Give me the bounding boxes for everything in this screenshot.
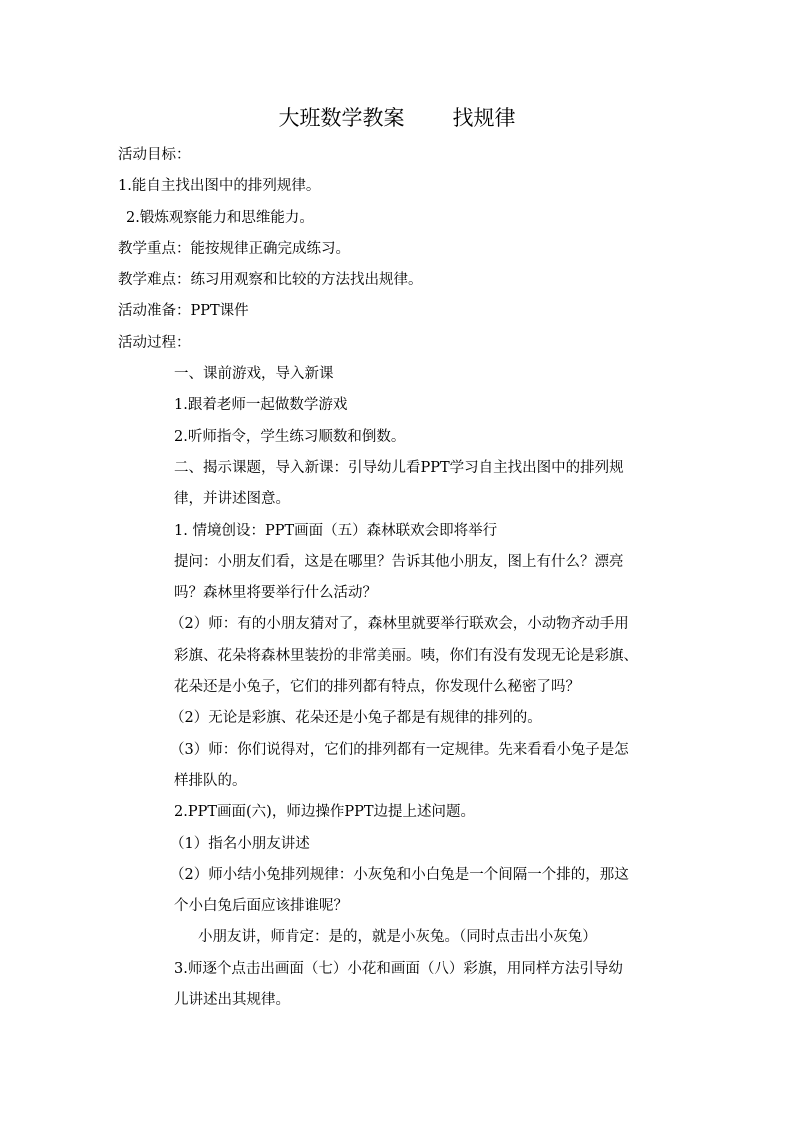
title-sub: 找规律 xyxy=(452,106,516,130)
paragraph-line: 1. 情境创设：PPT画面（五）森林联欢会即将举行 xyxy=(174,522,498,539)
paragraph-line: 儿讲述出其规律。 xyxy=(174,992,290,1009)
title-main: 大班数学教案 xyxy=(278,106,405,130)
paragraph-line: 2.PPT画面(六)，师边操作PPT边提上述问题。 xyxy=(174,804,476,821)
process-step: 1.跟着老师一起做数学游戏 xyxy=(174,397,348,414)
paragraph-line: 3.师逐个点击出画面（七）小花和画面（八）彩旗，用同样方法引导幼 xyxy=(174,960,623,977)
document-body xyxy=(118,140,684,1016)
key-point: 教学重点：能按规律正确完成练习。 xyxy=(118,240,350,257)
document-title xyxy=(0,102,794,134)
process-heading-1: 一、课前游戏，导入新课 xyxy=(174,366,334,383)
paragraph-line: 样排队的。 xyxy=(174,772,247,789)
paragraph-line: 吗？森林里将要举行什么活动？ xyxy=(174,585,377,602)
goal-item-1: 1.能自主找出图中的排列规律。 xyxy=(118,178,321,195)
goal-item-2: 2.锻炼观察能力和思维能力。 xyxy=(126,209,314,226)
section-label-process: 活动过程： xyxy=(118,334,191,351)
paragraph-line: 花朵还是小兔子，它们的排列都有特点，你发现什么秘密了吗？ xyxy=(174,679,580,696)
paragraph-line: 彩旗、花朵将森林里装扮的非常美丽。咦，你们有没有发现无论是彩旗、 xyxy=(174,647,638,664)
section-label-goals: 活动目标： xyxy=(118,147,191,163)
paragraph-line: 律，并讲述图意。 xyxy=(174,491,290,508)
process-step: 2.听师指令，学生练习顺数和倒数。 xyxy=(174,428,406,445)
paragraph-line: 提问：小朋友们看，这是在哪里？告诉其他小朋友，图上有什么？漂亮 xyxy=(174,553,624,570)
process-heading-2: 二、揭示课题，导入新课：引导幼儿看PPT学习自主找出图中的排列规 xyxy=(174,459,624,476)
paragraph-line: 小朋友讲，师肯定：是的，就是小灰兔。（同时点击出小灰兔） xyxy=(198,929,597,946)
paragraph-line: （3）师：你们说得对，它们的排列都有一定规律。先来看看小兔子是怎 xyxy=(170,741,629,758)
paragraph-line: （1）指名小朋友讲述 xyxy=(170,835,310,852)
preparation: 活动准备：PPT课件 xyxy=(118,303,249,320)
paragraph-line: （2）师小结小兔排列规律：小灰兔和小白兔是一个间隔一个排的，那这 xyxy=(170,866,629,883)
paragraph-line: 个小白兔后面应该排谁呢？ xyxy=(174,898,348,915)
paragraph-line: （2）师：有的小朋友猜对了，森林里就要举行联欢会，小动物齐动手用 xyxy=(170,616,629,633)
difficulty: 教学难点：练习用观察和比较的方法找出规律。 xyxy=(118,272,423,289)
paragraph-line: （2）无论是彩旗、花朵还是小兔子都是有规律的排列的。 xyxy=(170,710,542,727)
